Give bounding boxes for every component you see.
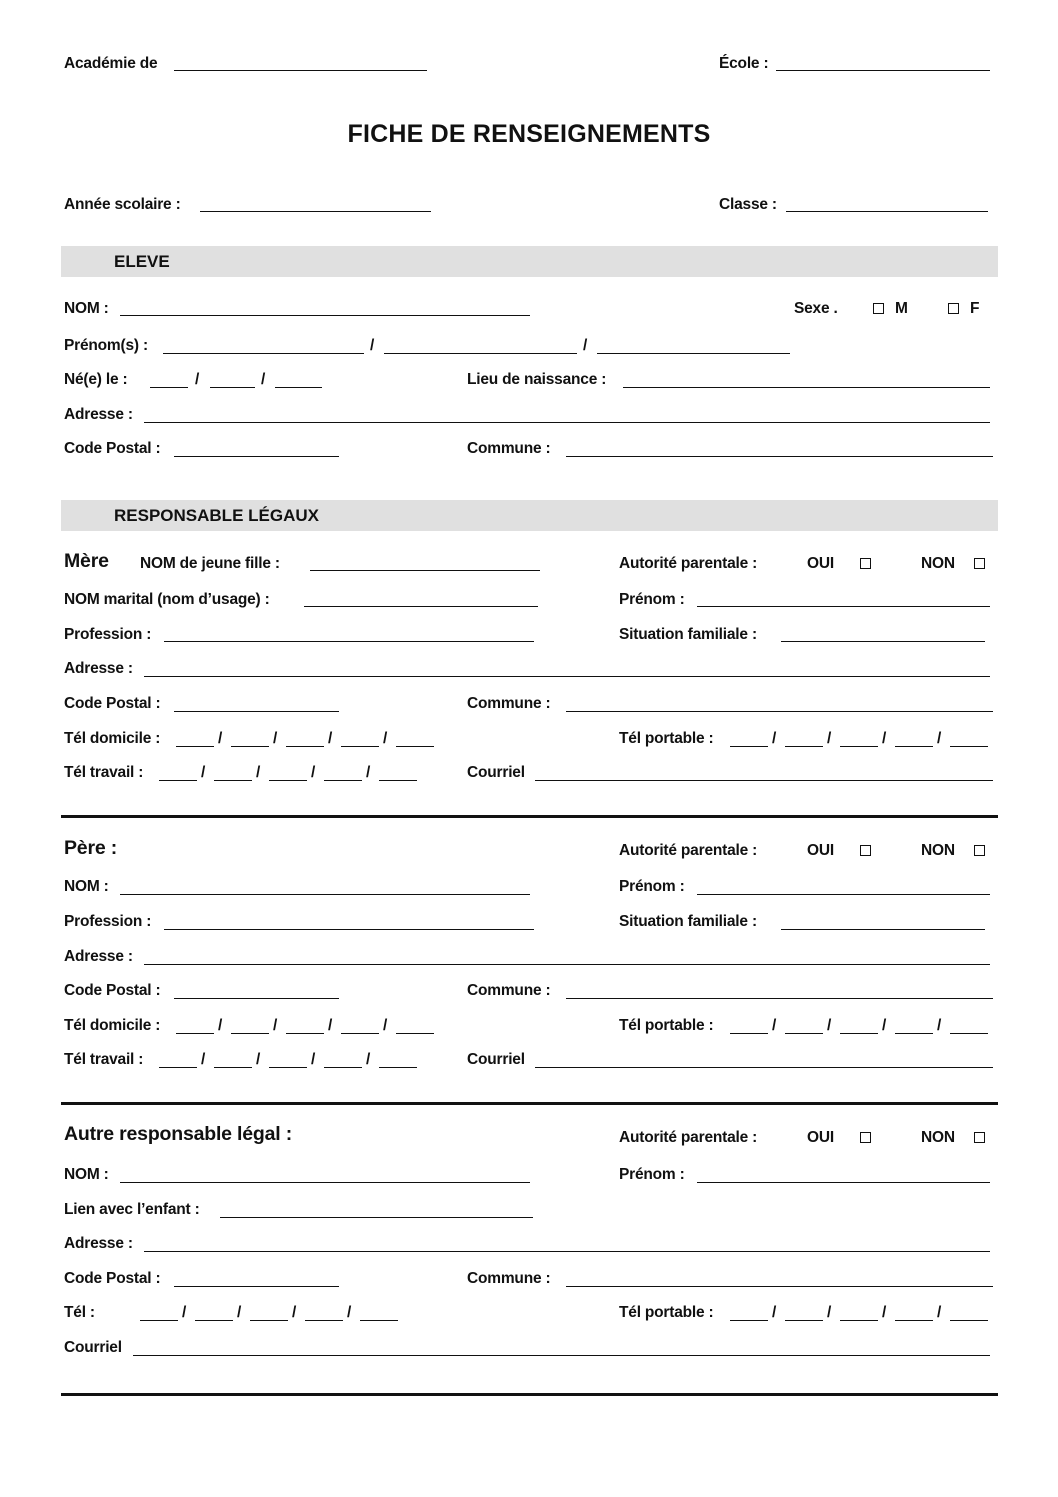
phone-segment-field[interactable]: [324, 780, 362, 781]
phone-separator: /: [273, 730, 278, 747]
mere-tel-domicile-label: Tél domicile :: [64, 730, 161, 747]
eleve-nom-label: NOM :: [64, 300, 109, 317]
pere-courriel-field[interactable]: [535, 1067, 993, 1068]
sexe-m-checkbox[interactable]: [873, 303, 884, 314]
phone-separator: /: [237, 1304, 242, 1321]
eleve-commune-label: Commune :: [467, 440, 551, 457]
pere-nom-label: NOM :: [64, 878, 109, 895]
autre-non-checkbox[interactable]: [974, 1132, 985, 1143]
mere-adresse-label: Adresse :: [64, 660, 133, 677]
pere-prenom-label: Prénom :: [619, 878, 685, 895]
autre-nom-label: NOM :: [64, 1166, 109, 1183]
phone-segment-field[interactable]: [140, 1320, 178, 1321]
page-title: FICHE DE RENSEIGNEMENTS: [347, 120, 711, 148]
classe-field[interactable]: [786, 211, 988, 212]
phone-segment-field[interactable]: [360, 1320, 398, 1321]
autre-oui-label: OUI: [807, 1129, 834, 1146]
pere-oui-label: OUI: [807, 842, 834, 859]
mere-commune-field[interactable]: [566, 711, 993, 712]
phone-separator: /: [256, 764, 261, 781]
mere-non-label: NON: [921, 555, 955, 572]
phone-separator: /: [882, 1304, 887, 1321]
phone-separator: /: [366, 1051, 371, 1068]
eleve-section-title: ELEVE: [114, 252, 170, 271]
pere-heading: Père :: [64, 837, 117, 859]
prenom-separator: /: [370, 337, 375, 354]
phone-separator: /: [201, 764, 206, 781]
phone-segment-field[interactable]: [785, 1320, 823, 1321]
date-separator: /: [195, 371, 200, 388]
pere-courriel-label: Courriel: [467, 1051, 525, 1068]
phone-segment-field[interactable]: [214, 780, 252, 781]
sexe-f-checkbox[interactable]: [948, 303, 959, 314]
autre-adresse-field[interactable]: [144, 1251, 990, 1252]
autre-cp-field[interactable]: [174, 1286, 339, 1287]
prenom-1-field[interactable]: [163, 353, 364, 354]
pere-nom-field[interactable]: [120, 894, 530, 895]
phone-segment-field[interactable]: [231, 746, 269, 747]
pere-tel-travail-label: Tél travail :: [64, 1051, 144, 1068]
pere-adresse-label: Adresse :: [64, 948, 133, 965]
phone-separator: /: [311, 764, 316, 781]
phone-segment-field[interactable]: [840, 1320, 878, 1321]
phone-segment-field[interactable]: [379, 780, 417, 781]
phone-separator: /: [827, 1017, 832, 1034]
sexe-label: Sexe .: [794, 300, 838, 317]
phone-segment-field[interactable]: [159, 780, 197, 781]
mere-courriel-field[interactable]: [535, 780, 993, 781]
phone-separator: /: [937, 1304, 942, 1321]
eleve-adresse-label: Adresse :: [64, 406, 133, 423]
pere-profession-field[interactable]: [164, 929, 534, 930]
mere-oui-checkbox[interactable]: [860, 558, 871, 569]
phone-segment-field[interactable]: [286, 1033, 324, 1034]
phone-segment-field[interactable]: [730, 1033, 768, 1034]
autre-nom-field[interactable]: [120, 1182, 530, 1183]
phone-segment-field[interactable]: [730, 746, 768, 747]
mere-situation-field[interactable]: [781, 641, 985, 642]
phone-separator: /: [292, 1304, 297, 1321]
autre-lien-label: Lien avec l’enfant :: [64, 1201, 200, 1218]
pere-cp-field[interactable]: [174, 998, 339, 999]
phone-segment-field[interactable]: [895, 1033, 933, 1034]
pere-tel-portable-label: Tél portable :: [619, 1017, 714, 1034]
ne-le-label: Né(e) le :: [64, 371, 128, 388]
autre-tel-portable-label: Tél portable :: [619, 1304, 714, 1321]
eleve-commune-field[interactable]: [566, 456, 993, 457]
mere-non-checkbox[interactable]: [974, 558, 985, 569]
phone-separator: /: [328, 730, 333, 747]
sexe-f-label: F: [970, 300, 980, 317]
phone-segment-field[interactable]: [324, 1067, 362, 1068]
autre-commune-field[interactable]: [566, 1286, 993, 1287]
mere-autorite-label: Autorité parentale :: [619, 555, 758, 572]
sexe-m-label: M: [895, 300, 908, 317]
autre-prenom-label: Prénom :: [619, 1166, 685, 1183]
academie-field[interactable]: [174, 70, 427, 71]
section-divider: [61, 815, 998, 818]
naissance-jour-field[interactable]: [150, 387, 188, 388]
phone-separator: /: [182, 1304, 187, 1321]
mere-courriel-label: Courriel: [467, 764, 525, 781]
pere-commune-field[interactable]: [566, 998, 993, 999]
phone-segment-field[interactable]: [214, 1067, 252, 1068]
pere-tel-domicile-label: Tél domicile :: [64, 1017, 161, 1034]
autre-non-label: NON: [921, 1129, 955, 1146]
autre-prenom-field[interactable]: [697, 1182, 990, 1183]
mere-commune-label: Commune :: [467, 695, 551, 712]
autre-lien-field[interactable]: [220, 1217, 533, 1218]
phone-segment-field[interactable]: [895, 746, 933, 747]
pere-commune-label: Commune :: [467, 982, 551, 999]
phone-segment-field[interactable]: [785, 1033, 823, 1034]
naissance-mois-field[interactable]: [210, 387, 255, 388]
phone-separator: /: [311, 1051, 316, 1068]
phone-segment-field[interactable]: [195, 1320, 233, 1321]
lieu-naissance-field[interactable]: [623, 387, 990, 388]
phone-separator: /: [201, 1051, 206, 1068]
mere-nom-jf-label: NOM de jeune fille :: [140, 555, 280, 572]
phone-segment-field[interactable]: [341, 746, 379, 747]
phone-separator: /: [772, 1017, 777, 1034]
prenoms-label: Prénom(s) :: [64, 337, 148, 354]
pere-situation-field[interactable]: [781, 929, 985, 930]
autre-autorite-label: Autorité parentale :: [619, 1129, 758, 1146]
phone-segment-field[interactable]: [286, 746, 324, 747]
phone-separator: /: [273, 1017, 278, 1034]
phone-segment-field[interactable]: [396, 746, 434, 747]
eleve-section-band: [61, 246, 998, 277]
responsables-section-band: [61, 500, 998, 531]
phone-segment-field[interactable]: [785, 746, 823, 747]
lieu-naissance-label: Lieu de naissance :: [467, 371, 607, 388]
mere-situation-label: Situation familiale :: [619, 626, 757, 643]
phone-segment-field[interactable]: [250, 1320, 288, 1321]
phone-segment-field[interactable]: [895, 1320, 933, 1321]
phone-separator: /: [772, 730, 777, 747]
section-divider: [61, 1102, 998, 1105]
autre-adresse-label: Adresse :: [64, 1235, 133, 1252]
phone-separator: /: [366, 764, 371, 781]
ecole-label: École :: [719, 55, 769, 72]
pere-oui-checkbox[interactable]: [860, 845, 871, 856]
phone-separator: /: [218, 730, 223, 747]
autre-cp-label: Code Postal :: [64, 1270, 161, 1287]
phone-separator: /: [827, 1304, 832, 1321]
annee-scolaire-field[interactable]: [200, 211, 431, 212]
eleve-cp-label: Code Postal :: [64, 440, 161, 457]
autre-commune-label: Commune :: [467, 1270, 551, 1287]
pere-prenom-field[interactable]: [697, 894, 990, 895]
phone-separator: /: [882, 1017, 887, 1034]
phone-segment-field[interactable]: [176, 746, 214, 747]
phone-separator: /: [937, 730, 942, 747]
mere-profession-field[interactable]: [164, 641, 534, 642]
eleve-nom-field[interactable]: [120, 315, 530, 316]
phone-separator: /: [328, 1017, 333, 1034]
phone-segment-field[interactable]: [176, 1033, 214, 1034]
mere-nom-marital-field[interactable]: [304, 606, 538, 607]
phone-segment-field[interactable]: [840, 746, 878, 747]
pere-non-checkbox[interactable]: [974, 845, 985, 856]
pere-adresse-field[interactable]: [144, 964, 990, 965]
naissance-annee-field[interactable]: [275, 387, 322, 388]
phone-separator: /: [383, 730, 388, 747]
mere-nom-marital-label: NOM marital (nom d’usage) :: [64, 591, 270, 608]
phone-separator: /: [218, 1017, 223, 1034]
mere-oui-label: OUI: [807, 555, 834, 572]
mere-heading: Mère: [64, 550, 109, 572]
section-divider: [61, 1393, 998, 1396]
mere-tel-travail-label: Tél travail :: [64, 764, 144, 781]
phone-separator: /: [256, 1051, 261, 1068]
phone-segment-field[interactable]: [950, 746, 988, 747]
phone-separator: /: [772, 1304, 777, 1321]
phone-segment-field[interactable]: [231, 1033, 269, 1034]
ecole-field[interactable]: [776, 70, 990, 71]
autre-oui-checkbox[interactable]: [860, 1132, 871, 1143]
autre-courriel-field[interactable]: [133, 1355, 990, 1356]
phone-segment-field[interactable]: [305, 1320, 343, 1321]
pere-non-label: NON: [921, 842, 955, 859]
pere-autorite-label: Autorité parentale :: [619, 842, 758, 859]
mere-cp-label: Code Postal :: [64, 695, 161, 712]
phone-segment-field[interactable]: [269, 780, 307, 781]
mere-profession-label: Profession :: [64, 626, 152, 643]
mere-prenom-field[interactable]: [697, 606, 990, 607]
phone-segment-field[interactable]: [341, 1033, 379, 1034]
phone-separator: /: [383, 1017, 388, 1034]
pere-profession-label: Profession :: [64, 913, 152, 930]
phone-segment-field[interactable]: [730, 1320, 768, 1321]
mere-nom-jf-field[interactable]: [310, 570, 540, 571]
phone-separator: /: [827, 730, 832, 747]
prenom-2-field[interactable]: [384, 353, 577, 354]
phone-segment-field[interactable]: [950, 1320, 988, 1321]
autre-courriel-label: Courriel: [64, 1339, 122, 1356]
autre-heading: Autre responsable légal :: [64, 1123, 292, 1145]
prenom-separator: /: [583, 337, 588, 354]
phone-segment-field[interactable]: [269, 1067, 307, 1068]
academie-label: Académie de: [64, 55, 158, 72]
phone-segment-field[interactable]: [396, 1033, 434, 1034]
mere-tel-portable-label: Tél portable :: [619, 730, 714, 747]
mere-cp-field[interactable]: [174, 711, 339, 712]
phone-separator: /: [347, 1304, 352, 1321]
phone-separator: /: [937, 1017, 942, 1034]
eleve-cp-field[interactable]: [174, 456, 339, 457]
prenom-3-field[interactable]: [597, 353, 790, 354]
classe-label: Classe :: [719, 196, 777, 213]
phone-segment-field[interactable]: [840, 1033, 878, 1034]
responsables-section-title: RESPONSABLE LÉGAUX: [114, 506, 319, 525]
mere-adresse-field[interactable]: [144, 676, 990, 677]
annee-scolaire-label: Année scolaire :: [64, 196, 181, 213]
pere-cp-label: Code Postal :: [64, 982, 161, 999]
date-separator: /: [261, 371, 266, 388]
mere-prenom-label: Prénom :: [619, 591, 685, 608]
phone-segment-field[interactable]: [379, 1067, 417, 1068]
phone-segment-field[interactable]: [950, 1033, 988, 1034]
eleve-adresse-field[interactable]: [144, 422, 990, 423]
phone-separator: /: [882, 730, 887, 747]
phone-segment-field[interactable]: [159, 1067, 197, 1068]
autre-tel-label: Tél :: [64, 1304, 95, 1321]
pere-situation-label: Situation familiale :: [619, 913, 757, 930]
